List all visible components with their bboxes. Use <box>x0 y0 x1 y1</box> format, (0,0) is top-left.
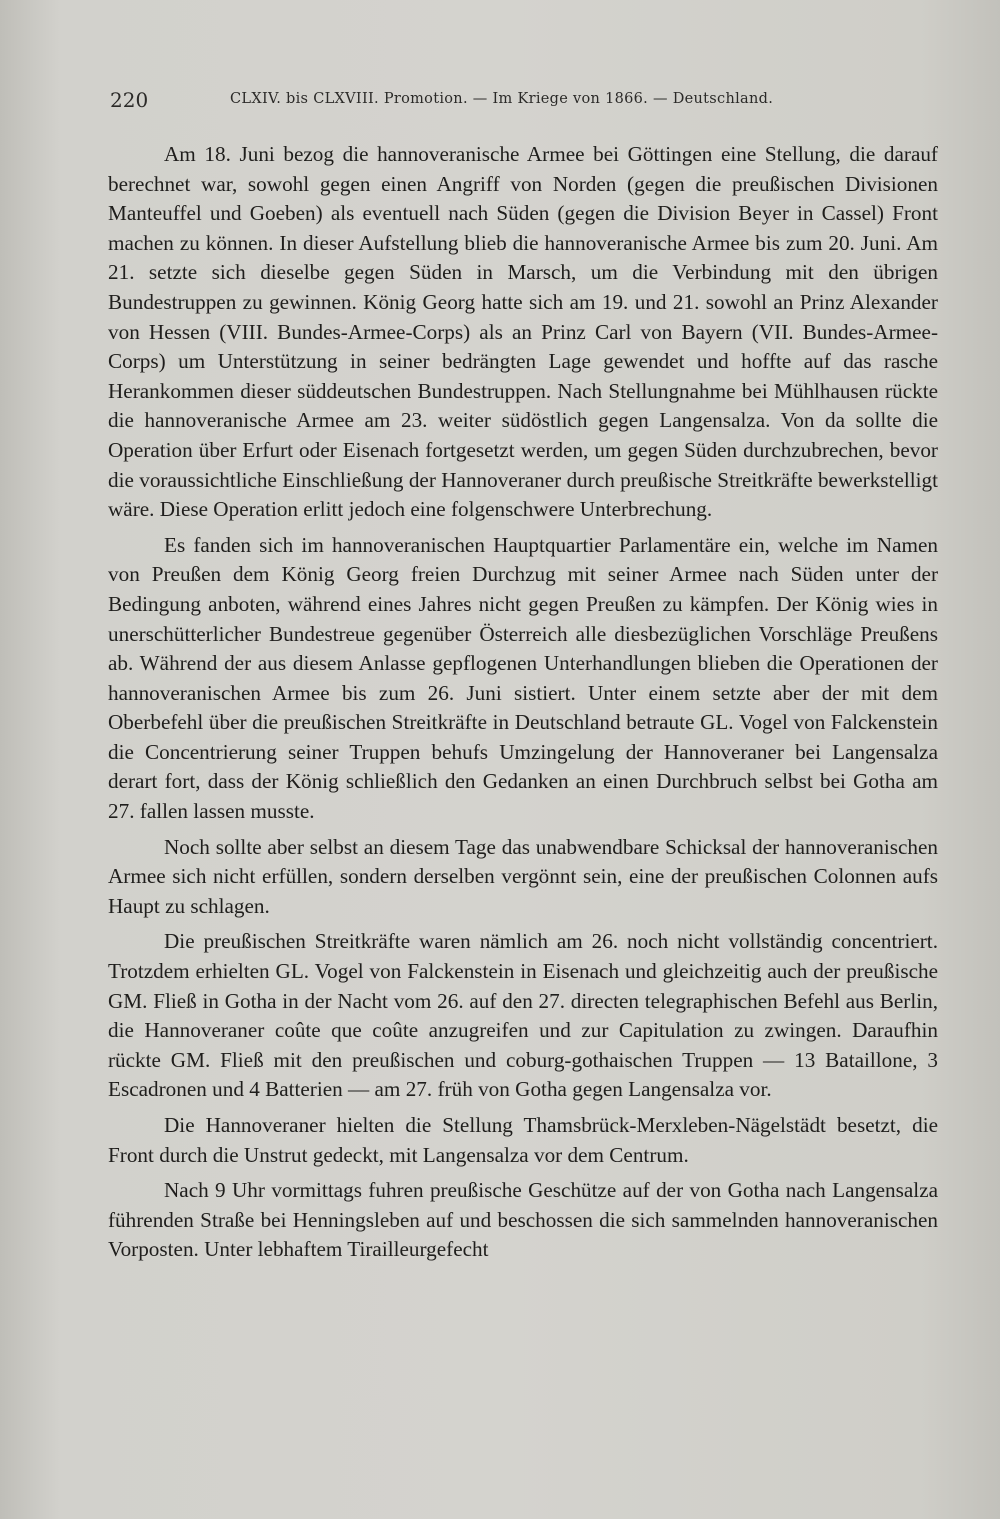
page-number: 220 <box>110 88 149 112</box>
paragraph: Die Hannoveraner hielten die Stellung Thamsbrück-Merxleben-Nägelstädt besetzt, die Front durch die Unstrut gedeckt, mit Langensalza vor dem Centrum. <box>108 1113 938 1167</box>
running-title: CLXIV. bis CLXVIII. Promotion. — Im Kriege von 1866. — Deutschland. <box>230 91 774 107</box>
paragraph: Nach 9 Uhr vormittags fuhren preußische Geschütze auf der von Gotha nach Langensalza führenden Straße bei Henningsleben auf und beschossen die sich sammelnden hannoveranischen Vorposten. Unter lebhaftem Tirailleurgefecht <box>108 1178 938 1262</box>
paragraph: Die preußischen Streitkräfte waren nämlich am 26. noch nicht vollständig concentriert. Trotzdem erhielten GL. Vogel von Falckenstein in Eisenach und gleichzeitig auch der preußische GM. Fließ in Gotha in der Nacht vom 26. auf den 27. directen telegraphischen Befehl aus Berlin, die Hannoveraner coûte que coûte anzugreifen und zur Capitulation zu zwingen. Daraufhin rückte GM. Fließ mit den preußischen und coburg-gothaischen Truppen — 13 Bataillone, 3 Escadronen und 4 Batterien — am 27. früh von Gotha gegen Langensalza vor. <box>108 929 938 1102</box>
body-text <box>108 140 938 1271</box>
running-header <box>110 88 940 118</box>
paragraph: Noch sollte aber selbst an diesem Tage das unabwendbare Schicksal der hannoveranischen Armee sich nicht erfüllen, sondern derselben vergönnt sein, eine der preußischen Colonnen aufs Haupt zu schlagen. <box>108 834 938 918</box>
paragraph: Am 18. Juni bezog die hannoveranische Armee bei Göttingen eine Stellung, die darauf berechnet war, sowohl gegen einen Angriff von Norden (gegen die preußischen Divisionen Manteuffel und Goeben) als eventuell nach Süden (gegen die Division Beyer in Cassel) Front machen zu können. In dieser Aufstellung blieb die hannoveranische Armee bis zum 20. Juni. Am 21. setzte sich dieselbe gegen Süden in Marsch, um die Verbindung mit den übrigen Bundestruppen zu gewinnen. König Georg hatte sich am 19. und 21. sowohl an Prinz Alexander von Hessen (VIII. Bundes-Armee-Corps) als an Prinz Carl von Bayern (VII. Bundes-Armee-Corps) um Unterstützung in seiner bedrängten Lage gewendet und hoffte auf das rasche Herankommen dieser süddeutschen Bundestruppen. Nach Stellungnahme bei Mühlhausen rückte die hannoveranische Armee am 23. weiter südöstlich gegen Langensalza. Von da sollte die Operation über Erfurt oder Eisenach fortgesetzt werden, um gegen Süden durchzubrechen, bevor die voraussichtliche Einschließung der Hannoveraner durch preußische Streitkräfte bewerkstelligt wäre. Diese Operation erlitt jedoch eine folgenschwere Unterbrechung. <box>108 142 938 522</box>
paragraph: Es fanden sich im hannoveranischen Hauptquartier Parlamentäre ein, welche im Namen von Preußen dem König Georg freien Durchzug mit seiner Armee nach Süden unter der Bedingung anboten, während eines Jahres nicht gegen Preußen zu kämpfen. Der König wies in unerschütterlicher Bundestreue gegenüber Österreich alle diesbezüglichen Vorschläge Preußens ab. Während der aus diesem Anlasse gepflogenen Unterhandlungen blieben die Operationen der hannoveranischen Armee bis zum 26. Juni sistiert. Unter einem setzte aber der mit dem Oberbefehl über die preußischen Streitkräfte in Deutschland betraute GL. Vogel von Falckenstein die Concentrierung seiner Truppen behufs Umzingelung der Hannoveraner bei Langensalza derart fort, dass der König schließlich den Gedanken an einen Durchbruch selbst bei Gotha am 27. fallen lassen musste. <box>108 532 938 824</box>
